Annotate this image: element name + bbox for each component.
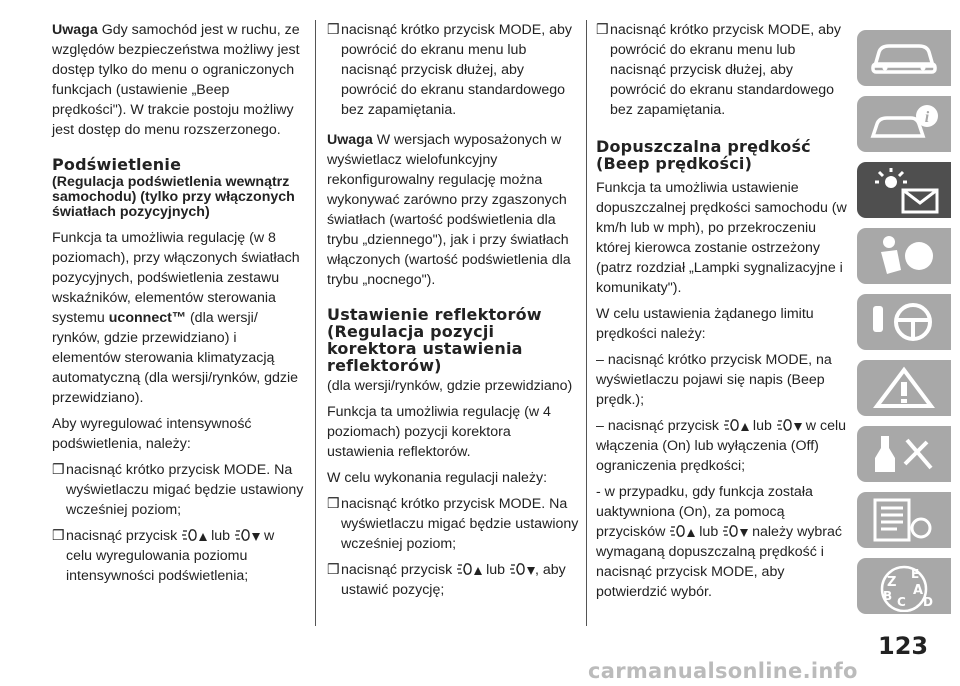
column-3 [596,20,848,608]
column-1 [52,20,304,592]
svg-text:D: D [923,595,933,609]
note-label: Uwaga [327,132,373,148]
paragraph: Aby wyregulować intensywność podświetlenia, należy: [52,416,252,452]
svg-text:B: B [883,589,893,603]
light-down-icon [509,562,535,577]
page-number: 123 [878,632,929,660]
bullet-item [52,526,304,586]
warning-light-message-icon [867,168,941,216]
paragraph: Funkcja ta umożliwia ustawienie dopuszczalnej prędkości samochodu (w km/h lub w mph), po przekroczeniu której kierowca zostanie ostrzeżony (patrz rozdział „Lampki sygnalizacyjne i komunikaty"). [596,180,847,296]
paragraph [52,228,304,408]
paragraph-text: - w przypadku, gdy funkcja została uaktywniona (On), za pomocą przycisków [596,484,813,540]
chapter-tabs [857,30,951,624]
tab-warning-lights[interactable] [857,162,951,218]
paragraph [596,482,848,602]
car-icon [867,36,941,80]
bullet-text: nacisnąć krótko przycisk MODE. Na wyświetlaczu migać będzie ustawiony wcześniej poziom; [341,496,579,552]
warning-triangle-icon [867,366,941,410]
section-subheading-backlight: (Regulacja podświetlenia wewnątrz samochodu) (tylko przy włączonych światłach pozycyjnych) [52,174,295,220]
column-divider [315,20,316,626]
light-up-icon [181,528,207,543]
note-label: Uwaga [52,22,98,38]
paragraph-text: w [805,418,817,434]
bullet-item [52,460,304,520]
column-2 [327,20,579,606]
note-text: W wersjach wyposażonych w wyświetlacz wielofunkcyjny rekonfigurowalny regulację można wykonywać zarówno przy zgaszonych światłach (wartość podświetlenia dla trybu „dziennego"), jak i przy światłach włączonych (wartość podświetlenia dla trybu „nocnego"). [327,132,571,288]
light-down-icon [722,524,748,539]
watermark: carmanualsonline.info [588,659,858,683]
bullet-marker: ❒ [327,22,340,38]
bullet-marker: ❒ [596,22,609,38]
bullet-item [327,560,579,600]
svg-text:Z: Z [887,575,897,590]
light-up-icon [669,524,695,539]
paragraph-text: lub [699,524,719,540]
svg-text:i: i [924,109,930,126]
bullet-text: w [263,528,275,544]
bullet-marker: ❒ [52,462,65,478]
light-down-icon [234,528,260,543]
paragraph-text: lub [752,418,772,434]
light-down-icon [776,418,802,433]
note-paragraph [327,130,579,290]
bullet-marker: ❒ [327,562,340,578]
paragraph-text: należy wybrać wymaganą dopuszczalną prędkość i nacisnąć przycisk MODE, aby potwierdzić wybór. [596,524,843,600]
paragraph: Funkcja ta umożliwia regulację (w 4 poziomach) pozycji korektora ustawienia reflektorów. [327,404,551,460]
light-up-icon [723,418,749,433]
paragraph [596,416,848,476]
bullet-marker: ❒ [52,528,65,544]
svg-text:C: C [897,595,906,609]
tab-index[interactable] [857,558,951,614]
bullet-text: nacisnąć przycisk [341,562,453,578]
light-up-icon [456,562,482,577]
tab-car-info[interactable] [857,96,951,152]
alphabet-index-icon [867,564,941,612]
bullet-text: lub [211,528,231,544]
bullet-text: lub [486,562,506,578]
paragraph-text: Funkcja ta umożliwia regulację (w 8 poziomach), przy włączonych światłach pozycyjnych, podświetlenia zestawu wskaźników, elementów sterowania systemu [52,230,300,326]
bullet-text: celu wyregulowania poziomu intensywności podświetlenia; [66,548,249,584]
paragraph: – nacisnąć krótko przycisk MODE, na wyświetlaczu pojawi się napis (Beep prędk.); [596,352,832,408]
service-tools-icon [867,432,941,476]
tab-car-overview[interactable] [857,30,951,86]
svg-text:A: A [913,583,924,598]
section-heading-speed: Dopuszczalna prędkość (Beep prędkości) [596,137,811,173]
note-text: Gdy samochód jest w ruchu, ze względów bezpieczeństwa możliwy jest dostęp tylko do menu o ograniczonych funkcjach (ustawienie „Beep prędkości"). W trakcie postoju możliwy jest dostęp do menu rozszerzonego. [52,22,300,138]
section-heading-backlight: Podświetlenie [52,155,182,174]
column-divider [586,20,587,626]
paragraph-text: celu włączenia (On) lub wyłączenia (Off) ograniczenia prędkości; [596,418,846,474]
bullet-item [327,20,579,120]
tab-safety[interactable] [857,228,951,284]
note-paragraph [52,20,304,140]
paragraph-text: (dla wersji/ rynków, gdzie przewidziano) i elementów sterowania klimatyzacją automatyczną (dla wersji/rynków, gdzie przewidziano). [52,310,299,406]
steering-wheel-icon [867,300,941,344]
bullet-item [596,20,848,120]
airbag-passenger-icon [867,234,941,278]
tab-technical-data[interactable] [857,492,951,548]
document-list-icon [867,498,941,542]
bullet-text: nacisnąć krótko przycisk MODE. Na wyświetlaczu migać będzie ustawiony wcześniej poziom; [66,462,304,518]
tab-emergency[interactable] [857,360,951,416]
paragraph: W celu wykonania regulacji należy: [327,470,548,486]
section-heading-headlights: Ustawienie reflektorów (Regulacja pozycji korektora ustawienia reflektorów) [327,305,542,375]
section-subtitle: (dla wersji/rynków, gdzie przewidziano) [327,378,573,394]
bullet-text: nacisnąć krótko przycisk MODE, aby powrócić do ekranu menu lub nacisnąć przycisk dłużej, aby powrócić do ekranu standardowego bez zapamiętania. [610,22,842,118]
bullet-text: , aby ustawić pozycję; [341,562,566,598]
paragraph-text: – nacisnąć przycisk [596,418,720,434]
bullet-text: nacisnąć krótko przycisk MODE, aby powrócić do ekranu menu lub nacisnąć przycisk dłużej, aby powrócić do ekranu standardowego bez zapamiętania. [341,22,573,118]
tab-starting-driving[interactable] [857,294,951,350]
uconnect-label: uconnect™ [108,310,187,326]
car-info-icon [867,102,941,146]
paragraph: W celu ustawienia żądanego limitu prędkości należy: [596,306,814,342]
bullet-marker: ❒ [327,496,340,512]
tab-maintenance[interactable] [857,426,951,482]
svg-text:E: E [911,567,920,581]
bullet-item [327,494,579,554]
bullet-text: nacisnąć przycisk [66,528,178,544]
